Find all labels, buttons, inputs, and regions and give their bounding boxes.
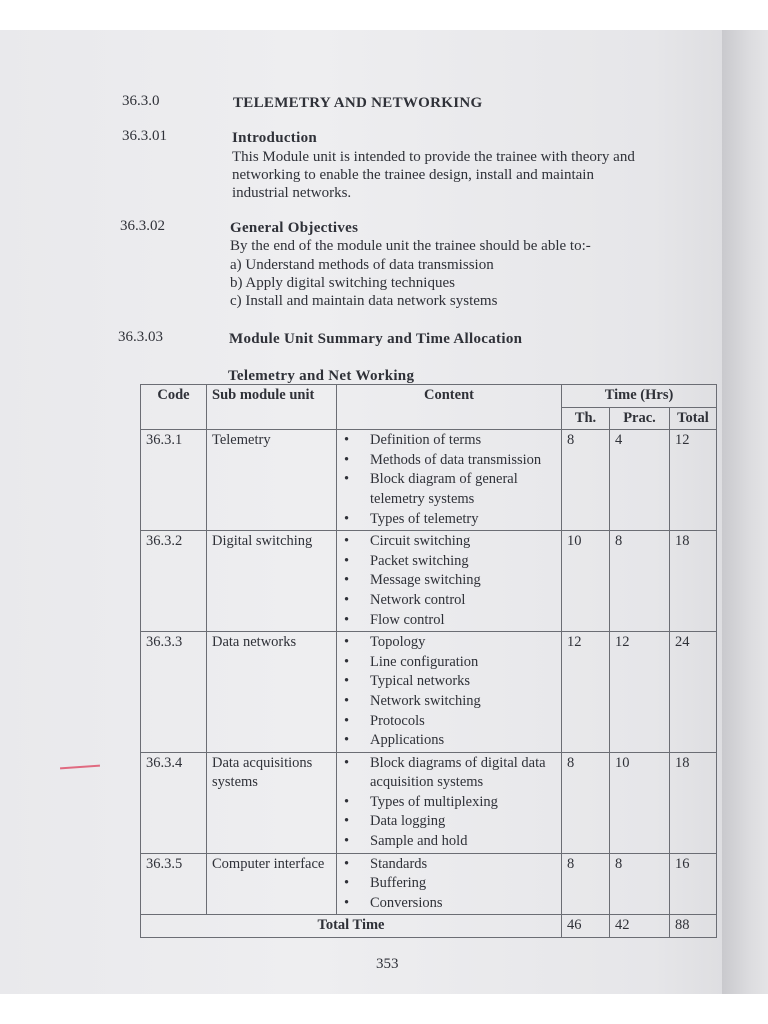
content-item: • Types of telemetry	[370, 510, 556, 530]
page-edge	[722, 30, 768, 994]
row-code: 36.3.5	[141, 853, 207, 915]
total-label: Total Time	[141, 915, 562, 938]
row-unit: Data acquisitions systems	[207, 752, 337, 853]
row-total: 18	[670, 531, 717, 632]
header-total: Total	[670, 407, 717, 430]
header-prac: Prac.	[610, 407, 670, 430]
row-unit: Computer interface	[207, 853, 337, 915]
table-caption: Telemetry and Net Working	[228, 368, 415, 384]
row-code: 36.3.3	[141, 632, 207, 753]
row-prac: 8	[610, 853, 670, 915]
content-item: • Standards	[370, 855, 556, 875]
content-item: • Protocols	[370, 712, 556, 732]
table-row	[141, 430, 717, 531]
row-th: 8	[562, 853, 610, 915]
summary-heading: Module Unit Summary and Time Allocation	[229, 331, 523, 347]
allocation-table	[140, 384, 717, 938]
row-total: 16	[670, 853, 717, 915]
intro-line: networking to enable the trainee design, install and maintain	[232, 167, 594, 183]
row-content	[337, 853, 562, 915]
table-row	[141, 632, 717, 753]
content-item: • Message switching	[370, 571, 556, 591]
total-th: 46	[562, 915, 610, 938]
row-prac: 4	[610, 430, 670, 531]
row-code: 36.3.1	[141, 430, 207, 531]
content-item: • Circuit switching	[370, 532, 556, 552]
objective-item: c) Install and maintain data network systems	[230, 293, 498, 309]
row-prac: 12	[610, 632, 670, 753]
intro-heading: Introduction	[232, 130, 318, 146]
header-code: Code	[141, 385, 207, 430]
row-content	[337, 632, 562, 753]
total-row	[141, 915, 717, 938]
total-prac: 42	[610, 915, 670, 938]
row-total: 18	[670, 752, 717, 853]
total-total: 88	[670, 915, 717, 938]
content-item: • Network switching	[370, 692, 556, 712]
intro-line: industrial networks.	[232, 185, 352, 201]
header-sub-module: Sub module unit	[207, 385, 337, 430]
content-item: • Block diagram of general telemetry systems	[370, 470, 556, 509]
header-th: Th.	[562, 407, 610, 430]
content-item: • Applications	[370, 731, 556, 751]
content-item: • Conversions	[370, 894, 556, 914]
content-item: • Packet switching	[370, 552, 556, 572]
row-code: 36.3.2	[141, 531, 207, 632]
section-title: TELEMETRY AND NETWORKING	[233, 95, 483, 111]
objectives-heading: General Objectives	[230, 220, 359, 236]
table-row	[141, 752, 717, 853]
content-item: • Block diagrams of digital data acquisition systems	[370, 754, 556, 793]
content-item: • Sample and hold	[370, 832, 556, 852]
section-number: 36.3.0	[122, 93, 160, 109]
content-item: • Typical networks	[370, 672, 556, 692]
row-th: 8	[562, 752, 610, 853]
row-unit: Telemetry	[207, 430, 337, 531]
intro-line: This Module unit is intended to provide the trainee with theory and	[232, 149, 635, 165]
row-content	[337, 430, 562, 531]
table-header-row	[141, 385, 717, 408]
objective-item: b) Apply digital switching techniques	[230, 275, 455, 291]
header-content: Content	[337, 385, 562, 430]
objective-item: a) Understand methods of data transmission	[230, 257, 494, 273]
row-th: 8	[562, 430, 610, 531]
objectives-lead: By the end of the module unit the trainee should be able to:-	[230, 238, 591, 254]
row-total: 12	[670, 430, 717, 531]
row-content	[337, 531, 562, 632]
row-total: 24	[670, 632, 717, 753]
content-item: • Definition of terms	[370, 431, 556, 451]
summary-number: 36.3.03	[118, 329, 163, 345]
content-item: • Network control	[370, 591, 556, 611]
content-item: • Buffering	[370, 874, 556, 894]
row-prac: 8	[610, 531, 670, 632]
page-number: 353	[376, 956, 399, 972]
row-unit: Data networks	[207, 632, 337, 753]
row-prac: 10	[610, 752, 670, 853]
content-item: • Line configuration	[370, 653, 556, 673]
header-time: Time (Hrs)	[562, 385, 717, 408]
row-unit: Digital switching	[207, 531, 337, 632]
content-item: • Topology	[370, 633, 556, 653]
table-row	[141, 853, 717, 915]
row-code: 36.3.4	[141, 752, 207, 853]
content-item: • Data logging	[370, 812, 556, 832]
row-content	[337, 752, 562, 853]
content-item: • Flow control	[370, 611, 556, 631]
content-item: • Types of multiplexing	[370, 793, 556, 813]
row-th: 12	[562, 632, 610, 753]
objectives-number: 36.3.02	[120, 218, 165, 234]
content-item: • Methods of data transmission	[370, 451, 556, 471]
table-row	[141, 531, 717, 632]
intro-number: 36.3.01	[122, 128, 167, 144]
row-th: 10	[562, 531, 610, 632]
